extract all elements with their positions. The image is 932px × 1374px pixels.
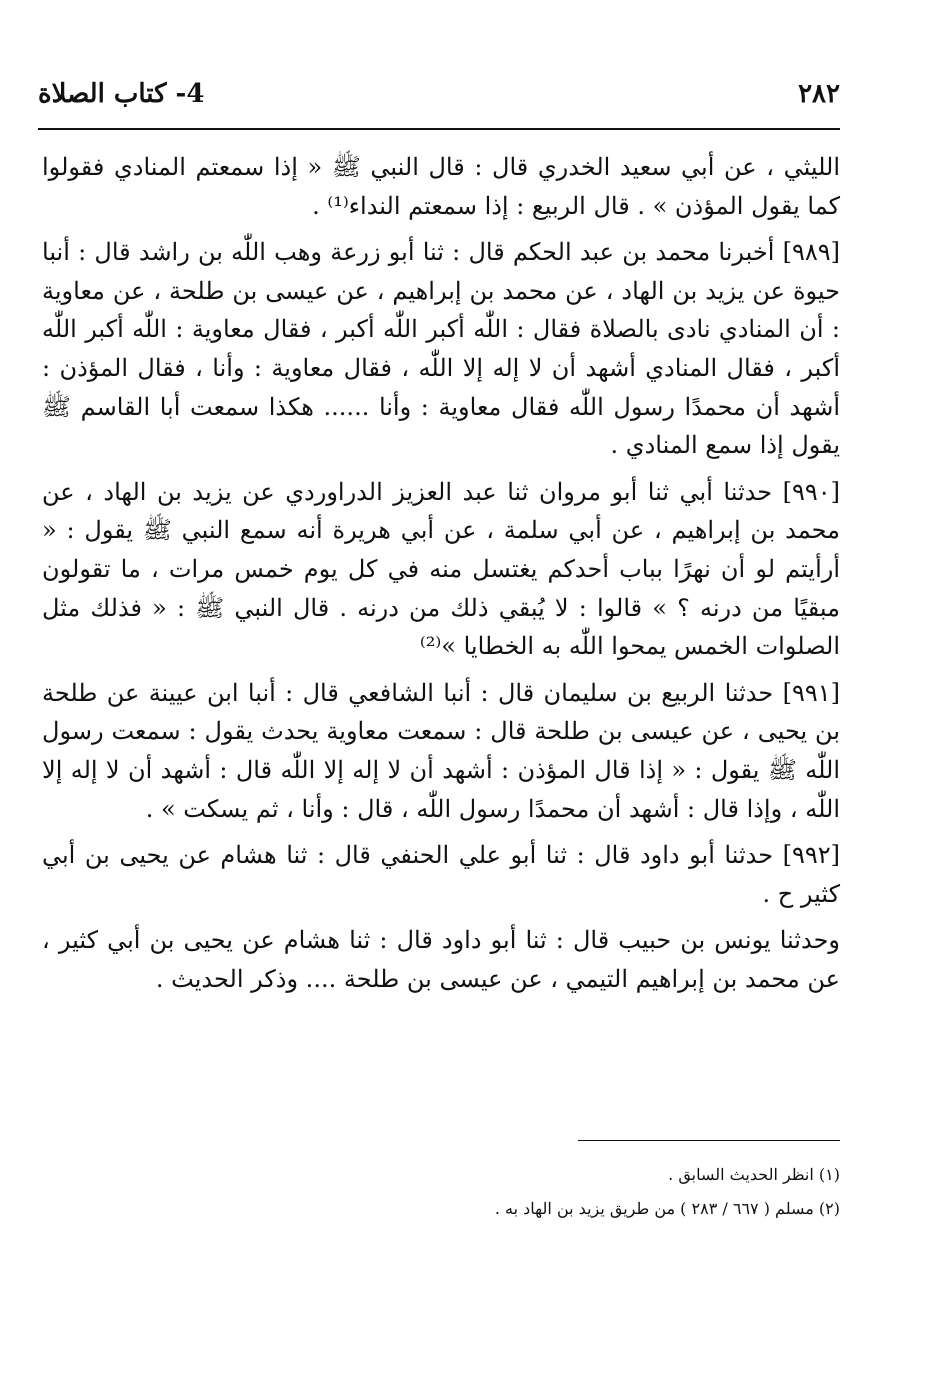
footnotes xyxy=(42,1158,840,1226)
footnote-2: (٢) مسلم ( ٦٦٧ / ٢٨٣ ) من طريق يزيد بن الهاد به . xyxy=(494,1199,840,1218)
header-divider xyxy=(38,128,840,130)
hadith-991: [٩٩١] حدثنا الربيع بن سليمان قال : أنبا الشافعي قال : أنبا ابن عيينة عن طلحة بن يحيى ، عن عيسى بن طلحة قال : سمعت معاوية يحدث يقول : سمعت رسول اللّٰه ﷺ يقول : « إذا قال المؤذن : أشهد أن لا إله إلا اللّٰه قال : أشهد أن لا إله إلا اللّٰه ، وإذا قال : أشهد أن محمدًا رسول اللّٰه ، قال : وأنا ، ثم يسكت » . xyxy=(42,678,840,823)
page-body xyxy=(42,148,840,1006)
hadith-992-second-chain: وحدثنا يونس بن حبيب قال : ثنا أبو داود قال : ثنا هشام عن يحيى بن أبي كثير ، عن محمد بن إبراهيم التيمي ، عن عيسى بن طلحة .... وذكر الحديث . xyxy=(42,926,840,993)
paragraph-continuation: الليثي ، عن أبي سعيد الخدري قال : قال النبي ﷺ « إذا سمعتم المنادي فقولوا كما يقول المؤذن » . قال الربيع : إذا سمعتم النداء⁽¹⁾ . xyxy=(42,153,840,220)
footnote-1: (١) انظر الحديث السابق . xyxy=(668,1165,840,1184)
hadith-989: [٩٨٩] أخبرنا محمد بن عبد الحكم قال : ثنا أبو زرعة وهب اللّٰه بن راشد قال : أنبا حيوة عن يزيد بن الهاد ، عن محمد بن إبراهيم ، عن عيسى بن طلحة ، عن معاوية : أن المنادي نادى بالصلاة فقال : اللّٰه أكبر اللّٰه أكبر ، فقال معاوية : اللّٰه أكبر اللّٰه أكبر ، فقال المنادي أشهد أن لا إله إلا اللّٰه ، فقال معاوية : وأنا ، فقال المؤذن : أشهد أن محمدًا رسول اللّٰه فقال معاوية : وأنا ...... هكذا سمعت أبا القاسم ﷺ يقول إذا سمع المنادي . xyxy=(42,238,840,460)
hadith-992: [٩٩٢] حدثنا أبو داود قال : ثنا أبو علي الحنفي قال : ثنا هشام عن يحيى بن أبي كثير ح . xyxy=(42,841,841,908)
book-title: 4- كتاب الصلاة xyxy=(38,79,205,109)
page-header xyxy=(38,70,840,118)
page-number: ٢٨٢ xyxy=(798,79,840,109)
hadith-990: [٩٩٠] حدثنا أبي ثنا أبو مروان ثنا عبد العزيز الدراوردي عن يزيد بن الهاد ، عن محمد بن إبراهيم ، عن أبي سلمة ، عن أبي هريرة أنه سمع النبي ﷺ يقول : « أرأيتم لو أن نهرًا بباب أحدكم يغتسل منه في كل يوم خمس مرات ، ما تقولون مبقيًا من درنه ؟ » قالوا : لا يُبقي ذلك من درنه . قال النبي ﷺ : « فذلك مثل الصلوات الخمس يمحوا اللّٰه به الخطايا »⁽²⁾ xyxy=(42,477,840,661)
footnote-divider xyxy=(578,1140,840,1141)
